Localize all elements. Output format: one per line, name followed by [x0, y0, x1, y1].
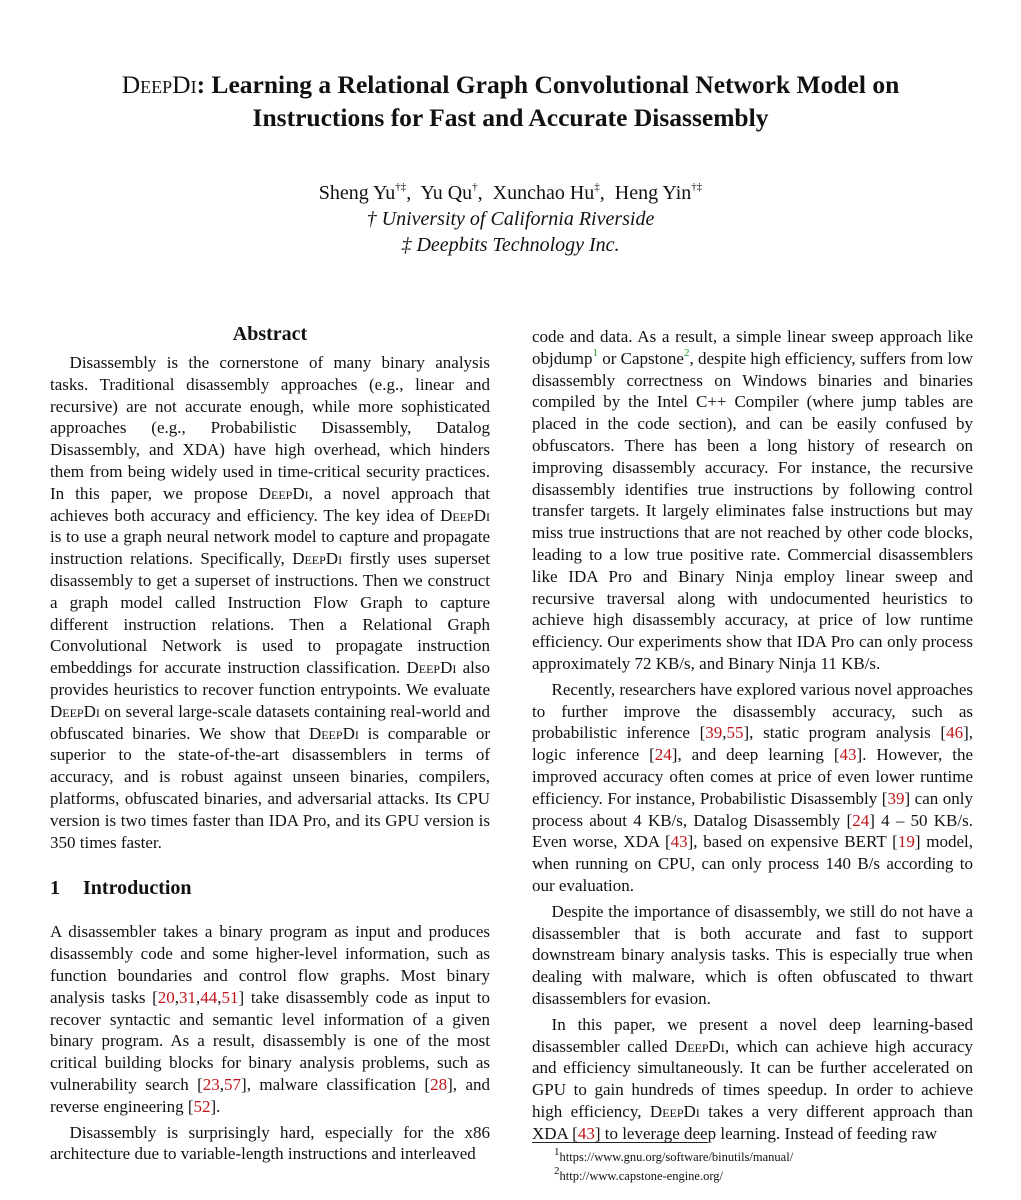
footnote-rule	[532, 1142, 708, 1143]
system-name: DeepDi	[308, 723, 359, 743]
footnote-2: $^2$http://www.capstone-engine.org/	[554, 1164, 724, 1183]
title-line-1: : Learning a Relational Graph Convolutional Network Model on	[196, 70, 900, 99]
intro-paragraph-5: In this paper, we present a novel deep learning-based disassembler called DeepDi, which can achieve high accuracy and efficiency simultaneously. It can be further accelerated on GPU to gain hundreds of times speedup. In order to achieve high efficiency, DeepDi takes a very different approach than XDA [43] to leverage deep learning. Instead of feeding raw	[532, 1014, 973, 1143]
citation-link[interactable]: 57	[224, 1074, 242, 1094]
citation-link[interactable]: 39	[887, 788, 905, 808]
system-name: DeepDi	[649, 1101, 700, 1121]
right-column	[532, 326, 973, 1144]
citation-link[interactable]: 43	[670, 832, 688, 852]
left-column	[50, 320, 490, 1165]
system-name: DeepDi	[258, 483, 309, 503]
section-heading-introduction	[50, 875, 490, 901]
author-yu-qu: Yu Qu	[420, 182, 473, 204]
footnote-link[interactable]: 2	[683, 347, 690, 360]
intro-paragraph-3: Recently, researchers have explored various novel approaches to further improve the disassembly accuracy, such as probabilistic inference [39,55], static program analysis [46], logic inference [24], and deep learning [43]. However, the improved accuracy often comes at price of even lower runtime efficiency. For instance, Probabilistic Disassembly [39] can only process about 4 KB/s, Datalog Disassembly [24] 4 – 50 KB/s. Even worse, XDA [43], based on expensive BERT [19] model, when running on CPU, can only process 140 B/s according to our evaluation.	[532, 679, 974, 895]
system-name: DeepDi	[440, 505, 490, 525]
section-number: 1	[50, 877, 60, 900]
footnotes	[532, 1142, 973, 1186]
author-sheng-yu: Sheng Yu	[318, 182, 396, 204]
citation-link[interactable]: 55	[726, 723, 744, 743]
author-block	[60, 180, 961, 258]
intro-paragraph-2: Disassembly is surprisingly hard, especially for the x86 architecture due to variable-length instructions and interleaved	[50, 1122, 490, 1164]
system-name: DeepDi	[674, 1036, 725, 1056]
citation-link[interactable]: 28	[430, 1074, 448, 1094]
author-xunchao-hu: Xunchao Hu	[492, 182, 595, 204]
author-affil-mark: †‡	[395, 181, 407, 194]
abstract-text: Disassembly is the cornerstone of many binary analysis tasks. Traditional disassembly approaches (e.g., linear and recursive) are not accurate enough, while more sophisticated approaches (e.g., Probabilistic Disassembly, Datalog Disassembly, and XDA) have high overhead, which hinders them from being widely used in time-critical security practices. In this paper, we propose DeepDi, a novel approach that achieves both accuracy and efficiency. The key idea of DeepDi is to use a graph neural network model to capture and propagate instruction relations. Specifically, DeepDi firstly uses superset disassembly to get a superset of instructions. Then we construct a graph model called Instruction Flow Graph to capture different instruction relations. Then a Relational Graph Convolutional Network is used to propagate instruction embeddings for accurate instruction classification. DeepDi also provides heuristics to recover function entrypoints. We evaluate DeepDi on several large-scale datasets containing real-world and obfuscated binaries. We show that DeepDi is comparable or superior to the state-of-the-art disassemblers in terms of accuracy, and is robust against unseen binaries, compilers, platforms, obfuscated binaries, and adversarial attacks. Its CPU version is two times faster than IDA Pro, and its GPU version is 350 times faster.	[50, 353, 491, 852]
author-affil-mark: †	[472, 181, 478, 194]
affiliation-ucr: † University of California Riverside	[366, 208, 655, 230]
author-affil-mark: †‡	[691, 181, 703, 194]
citation-link[interactable]: 43	[839, 745, 857, 765]
intro-paragraph-4: Despite the importance of disassembly, we still do not have a disassembler that is both accurate and fast to support downstream binary analysis tasks. This is especially true when dealing with malware, which is often obfuscated to thwart disassemblers for evasion.	[532, 901, 973, 1008]
citation-link[interactable]: 20	[157, 987, 175, 1007]
author-affil-mark: ‡	[594, 181, 600, 194]
title-system-name: DeepDi	[121, 70, 197, 99]
intro-paragraph-2-cont: code and data. As a result, a simple linear sweep approach like objdump$^1$ or Capstone$^2$, despite high efficiency, suffers from low disassembly correctness on Windows binaries and binaries compiled by the Intel C++ Compiler (where jump tables are placed in the code section), and can be easily confused by obfuscators. There has been a long history of research on improving disassembly accuracy. For instance, the recursive disassembly identifies true instructions by following control transfer targets. It largely eliminates false instructions but may miss true instructions that are not reached by other code blocks, leading to a low true positive rate. Commercial disassemblers like IDA Pro and Binary Ninja employ linear sweep and recursive traversal along with undocumented heuristics to achieve high disassembly accuracy, at price of low runtime efficiency. Our experiments show that IDA Pro can only process approximately 72 KB/s, and Binary Ninja 11 KB/s.	[532, 327, 973, 673]
footnote-1: $^1$https://www.gnu.org/software/binutils/manual/	[554, 1145, 794, 1164]
paper-title	[60, 68, 961, 134]
system-name: DeepDi	[406, 658, 457, 678]
footnote-link[interactable]: 1	[592, 347, 598, 360]
citation-link[interactable]: 24	[852, 810, 870, 830]
citation-link[interactable]: 44	[200, 987, 218, 1007]
abstract-heading: Abstract	[232, 323, 308, 345]
citation-link[interactable]: 24	[654, 745, 672, 765]
citation-link[interactable]: 31	[179, 987, 197, 1007]
citation-link[interactable]: 43	[577, 1123, 595, 1143]
title-line-2: Instructions for Fast and Accurate Disassembly	[252, 103, 769, 132]
citation-link[interactable]: 46	[946, 723, 964, 743]
intro-paragraph-1: A disassembler takes a binary program as input and produces disassembly code and some higher-level information, such as function boundaries and control flow graphs. Most binary analysis tasks [20,31,44,51] take disassembly code as input to recover syntactic and semantic level information of a given binary program. As a result, disassembly is one of the most critical building blocks for binary analysis problems, such as vulnerability search [23,57], malware classification [28], and reverse engineering [52].	[50, 922, 490, 1116]
citation-link[interactable]: 19	[897, 832, 915, 852]
affiliation-deepbits: ‡ Deepbits Technology Inc.	[401, 234, 620, 256]
citation-link[interactable]: 23	[202, 1074, 220, 1094]
system-name: DeepDi	[50, 701, 100, 721]
citation-link[interactable]: 39	[705, 723, 723, 743]
section-title: Introduction	[83, 877, 192, 900]
system-name: DeepDi	[292, 549, 343, 569]
citation-link[interactable]: 52	[193, 1096, 211, 1116]
author-heng-yin: Heng Yin	[614, 182, 692, 204]
citation-link[interactable]: 51	[221, 987, 239, 1007]
author-names: Sheng Yu†‡, Yu Qu†, Xunchao Hu‡, Heng Yin†‡	[318, 181, 703, 204]
